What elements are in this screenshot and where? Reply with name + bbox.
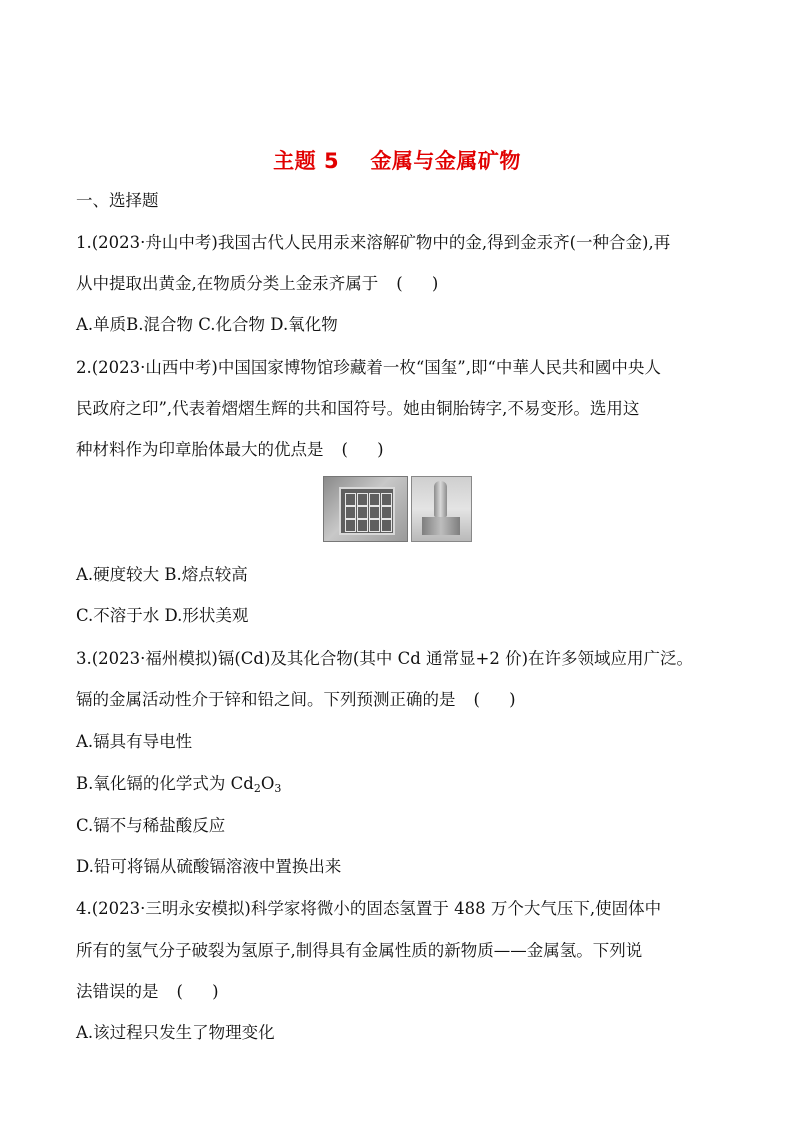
q2-options-cd: C.不溶于水 D.形状美观	[76, 606, 249, 625]
q3-option-a: A.镉具有导电性	[76, 732, 193, 751]
seal-face-image	[323, 476, 408, 542]
page-title: 主题 5 金属与金属矿物	[273, 149, 521, 173]
q2-stem-line3	[76, 439, 736, 461]
q1-stem-line2	[76, 273, 736, 295]
q3-option-c: C.镉不与稀盐酸反应	[76, 816, 226, 835]
q2-stem-line1: 2.(2023·山西中考)中国国家博物馆珍藏着一枚“国玺”,即“中華人民共和國中央人	[76, 358, 661, 377]
q2-stem-text: 种材料作为印章胎体最大的优点是	[76, 440, 324, 459]
q1-stem-text: 从中提取出黄金,在物质分类上金汞齐属于	[76, 274, 379, 293]
q1-options: A.单质B.混合物 C.化合物 D.氧化物	[76, 315, 338, 334]
q4-option-a: A.该过程只发生了物理变化	[76, 1023, 275, 1042]
q3-stem-line2	[76, 689, 736, 711]
q3-option-b-subscript-2: 3	[274, 782, 282, 795]
q4-answer-paren: ( )	[176, 982, 231, 1001]
q2-answer-paren: ( )	[341, 440, 396, 459]
q3-answer-paren: ( )	[473, 690, 528, 709]
national-seal-figure	[323, 476, 470, 540]
q1-stem-line1: 1.(2023·舟山中考)我国古代人民用汞来溶解矿物中的金,得到金汞齐(一种合金),再	[76, 233, 671, 252]
q3-stem-line1: 3.(2023·福州模拟)镉(Cd)及其化合物(其中 Cd 通常显+2 价)在许多领域应用广泛。	[76, 649, 694, 668]
q3-option-b	[76, 773, 736, 800]
q3-option-b-text: B.氧化镉的化学式为 Cd	[76, 774, 254, 793]
q1-answer-paren: ( )	[396, 274, 451, 293]
q3-option-b-subscript-1: 2	[253, 782, 261, 795]
q3-option-d: D.铅可将镉从硫酸镉溶液中置换出来	[76, 857, 342, 876]
q4-stem-line1: 4.(2023·三明永安模拟)科学家将微小的固态氢置于 488 万个大气压下,使固体中	[76, 899, 662, 918]
q3-option-b-oxygen: O	[260, 774, 275, 793]
q2-options-ab: A.硬度较大 B.熔点较高	[76, 565, 248, 584]
q4-stem-line3	[76, 981, 736, 1003]
q4-stem-text: 法错误的是	[76, 982, 159, 1001]
q2-stem-line2: 民政府之印”,代表着熠熠生辉的共和国符号。她由铜胎铸字,不易变形。选用这	[76, 399, 640, 418]
q3-stem-text: 镉的金属活动性介于锌和铅之间。下列预测正确的是	[76, 690, 456, 709]
seal-side-image	[411, 476, 472, 542]
q4-stem-line2: 所有的氢气分子破裂为氢原子,制得具有金属性质的新物质——金属氢。下列说	[76, 941, 643, 960]
section-heading: 一、选择题	[76, 191, 159, 210]
